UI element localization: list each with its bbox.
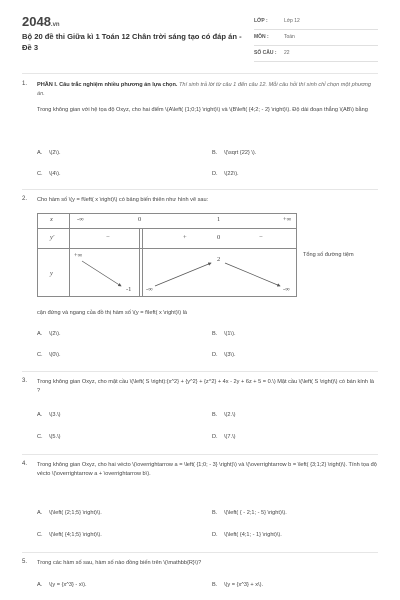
option-letter: D. (212, 171, 218, 177)
option-letter: A. (37, 331, 43, 337)
site-logo[interactable] (22, 14, 60, 29)
option-a[interactable] (37, 331, 61, 337)
option-text: \(2.\) (224, 412, 236, 418)
option-c[interactable] (37, 171, 61, 177)
question-text: Trong không gian Oxyz, cho mặt cầu \(\left( S \right):{x^2} + {y^2} + {z^2} + 4x - 2y + 6z + 5 = 0.\) Mặt cầu \(\left( S \right)\) có bán kính là ? (37, 379, 374, 394)
info-row-count (254, 46, 378, 62)
x-value: -∞ (77, 216, 84, 223)
page-title: Bộ 20 đề thi Giữa kì 1 Toán 12 Chân trời sáng tạo có đáp án - Đề 3 (22, 32, 242, 52)
row-label-x: x (50, 216, 53, 223)
info-value: Lớp 12 (284, 18, 300, 24)
option-letter: B. (212, 412, 218, 418)
question-number: 5. (22, 559, 28, 565)
question-text-block (37, 81, 378, 115)
info-value: Toán (284, 34, 295, 40)
option-d[interactable] (212, 532, 282, 538)
option-text: \(\left( {4;1; - 1} \right)\). (224, 532, 282, 538)
option-text: \(\sqrt {22} \). (224, 150, 257, 156)
option-letter: A. (37, 510, 43, 516)
info-value: 22 (284, 50, 290, 56)
option-letter: C. (37, 171, 43, 177)
option-b[interactable] (212, 510, 287, 516)
question-number: 1. (22, 81, 28, 87)
divider (22, 189, 378, 190)
exam-info-panel (254, 14, 378, 62)
option-text: \(y = {x^3} - x\). (49, 582, 87, 588)
divider (22, 454, 378, 455)
info-label: SỐ CÂU : (254, 50, 277, 56)
option-text: \(4\). (49, 171, 61, 177)
yprime-sign: − (106, 234, 110, 241)
logo-tld: .vn (50, 22, 60, 28)
option-text: \(3\). (224, 352, 236, 358)
option-letter: B. (212, 582, 218, 588)
part-heading: PHẦN I. Câu trắc nghiệm nhiều phương án lựa chọn. (37, 82, 178, 88)
yprime-sign: + (183, 234, 187, 241)
yprime-sign: − (259, 234, 263, 241)
logo-text: 2048 (22, 14, 51, 29)
question-text: Trong không gian Oxyz, cho hai vécto \(\overrightarrow a = \left( {1;0; - 3} \right)\) và \(\overrightarrow b = \left( {3;1;2} \right)\). Tính tọa độ vécto \(\overrightarrow a + \overrightarrow b\). (37, 462, 377, 477)
option-c[interactable] (37, 532, 102, 538)
x-value: 1 (217, 216, 221, 223)
option-text: \(5.\) (49, 434, 61, 440)
option-d[interactable] (212, 171, 239, 177)
option-letter: B. (212, 331, 218, 337)
option-c[interactable] (37, 352, 61, 358)
option-letter: C. (37, 434, 43, 440)
option-text: \(1\). (224, 331, 236, 337)
variation-arrows (37, 213, 297, 297)
question-text: cận đứng và ngang của đồ thị hàm số \(y = f\left( x \right)\) là (37, 310, 188, 316)
info-row-subject (254, 30, 378, 46)
question-1 (22, 81, 378, 181)
part-instruction: Thí sinh trả lời từ câu 1 đến câu 12. Mỗi câu hỏi thí sinh chỉ chọn một phương án. (37, 82, 372, 97)
question-text: Trong các hàm số sau, hàm số nào đồng biến trên \(\mathbb{R}\)? (37, 560, 202, 566)
option-a[interactable] (37, 412, 61, 418)
option-letter: A. (37, 412, 43, 418)
option-letter: D. (212, 434, 218, 440)
option-text: \(0\). (49, 352, 61, 358)
yprime-sign: 0 (217, 234, 221, 241)
divider (22, 73, 378, 74)
y-value: -∞ (283, 286, 290, 293)
option-text: \(3.\) (49, 412, 61, 418)
divider (22, 552, 378, 553)
option-letter: C. (37, 352, 43, 358)
question-text-continued: Tổng số đường tiệm (303, 252, 354, 258)
question-number: 4. (22, 461, 28, 467)
y-value: 2 (217, 256, 221, 263)
question-number: 2. (22, 196, 28, 202)
row-label-y: y (50, 270, 53, 277)
x-value: +∞ (283, 216, 292, 223)
question-5 (22, 559, 378, 569)
option-letter: B. (212, 150, 218, 156)
x-value: 0 (138, 216, 142, 223)
option-text: \(\left( {4;1;5} \right)\). (49, 532, 102, 538)
option-b[interactable] (212, 331, 236, 337)
question-text: Trong không gian với hệ tọa độ Oxyz, cho hai điểm \(A\left( {1;0;1} \right)\) và \(B\left( {4;2; - 2} \right)\). Độ dài đoạn thẳng \(AB\) bằng (37, 107, 368, 113)
option-b[interactable] (212, 150, 256, 156)
y-value: +∞ (74, 252, 83, 259)
divider (22, 371, 378, 372)
variation-table (37, 213, 297, 297)
option-text: \(2\). (49, 331, 61, 337)
option-text: \(7.\) (224, 434, 236, 440)
info-label: MÔN : (254, 34, 269, 40)
option-text: \(\left( {2;1;5} \right)\). (49, 510, 102, 516)
question-3 (22, 378, 378, 398)
option-letter: B. (212, 510, 218, 516)
question-text: Cho hàm số \(y = f\left( x \right)\) có bảng biến thiên như hình vẽ sau: (37, 197, 209, 203)
option-text: \(22\). (224, 171, 239, 177)
option-letter: C. (37, 532, 43, 538)
option-text: \(\left( { - 2;1; - 5} \right)\). (224, 510, 287, 516)
option-d[interactable] (212, 352, 236, 358)
option-a[interactable] (37, 510, 102, 516)
option-c[interactable] (37, 434, 61, 440)
y-value: -∞ (146, 286, 153, 293)
info-label: LỚP : (254, 18, 268, 24)
question-2-continuation (22, 309, 378, 319)
option-d[interactable] (212, 434, 236, 440)
question-number: 3. (22, 378, 28, 384)
option-letter: A. (37, 150, 43, 156)
option-a[interactable] (37, 582, 87, 588)
option-text: \(y = {x^3} + x\). (224, 582, 264, 588)
y-value: -1 (126, 286, 132, 293)
option-text: \(2\). (49, 150, 61, 156)
option-letter: A. (37, 582, 43, 588)
question-2 (22, 196, 378, 210)
option-b[interactable] (212, 412, 236, 418)
row-label-yprime: y' (50, 234, 55, 241)
arrow-decreasing (225, 263, 280, 286)
option-a[interactable] (37, 150, 61, 156)
arrow-increasing (155, 263, 211, 286)
option-letter: D. (212, 352, 218, 358)
info-row-class (254, 14, 378, 30)
option-letter: D. (212, 532, 218, 538)
arrow-decreasing (82, 261, 121, 286)
option-b[interactable] (212, 582, 263, 588)
question-4 (22, 461, 378, 491)
